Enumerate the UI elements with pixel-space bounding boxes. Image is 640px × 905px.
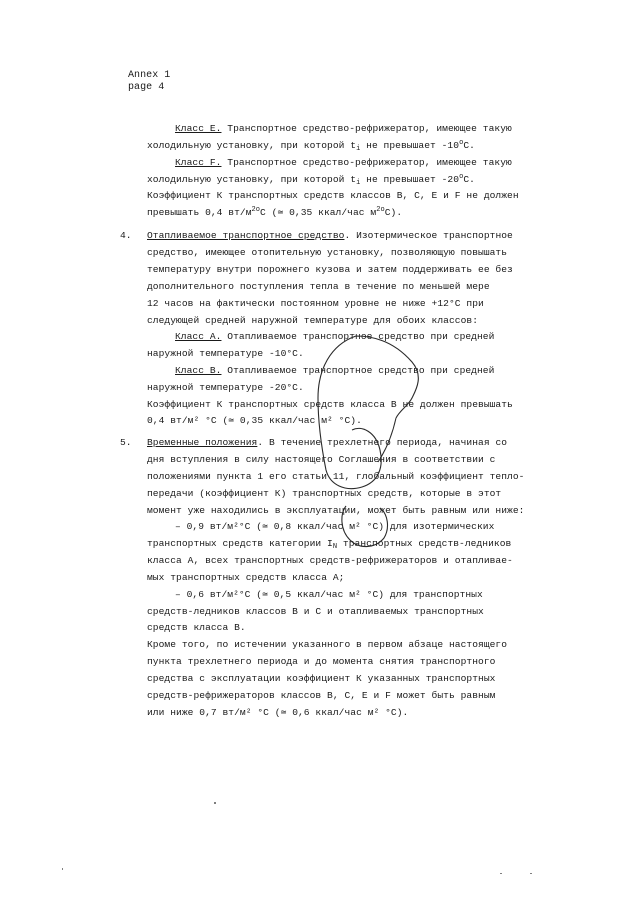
item5-bullet2-line3: средств класса B. — [147, 622, 246, 633]
class-e-title: Класс E. — [175, 123, 222, 134]
class-e-line1 — [175, 123, 512, 135]
item5-bullet2-line2: средств-ледников классов B и C и отапливаемых транспортных — [147, 606, 484, 617]
item5-closing-line2: пункта трехлетнего периода и до момента снятия транспортного — [147, 656, 496, 667]
item4-title: Отапливаемое транспортное средство — [147, 230, 345, 241]
class-e-sub: i — [356, 145, 361, 153]
class-f-text1: Транспортное средство-рефрижератор, имеющее такую — [227, 157, 512, 168]
item4-line3: дополнительного поступления тепла в течение по меньшей мере — [147, 281, 490, 292]
item4-class-b-text: Отапливаемое транспортное средство при средней — [227, 365, 495, 376]
item5-bullet1-text2b: транспортных средств-ледников — [337, 538, 512, 549]
class-f-line1 — [175, 157, 512, 169]
item4-class-b-line1 — [175, 365, 494, 377]
item4-line0 — [147, 230, 513, 242]
class-f-sub: i — [356, 179, 361, 187]
item4-line4: 12 часов на фактически постоянном уровне не ниже +12°C при — [147, 298, 484, 309]
coef1-text2c: C). — [384, 207, 403, 218]
class-f-text2a: холодильную установку, при которой t — [147, 174, 357, 185]
item5-bullet1-line4: мых транспортных средств класса A; — [147, 572, 345, 583]
scan-speck — [530, 873, 532, 874]
scan-speck — [62, 868, 63, 870]
class-e-text2c: C. — [463, 140, 475, 151]
class-e-text2a: холодильную установку, при которой t — [147, 140, 357, 151]
item4-coef-line1: Коэффициент К транспортных средств класса B не должен превышать — [147, 399, 513, 410]
class-f-title: Класс F. — [175, 157, 222, 168]
item4-class-b-title: Класс B. — [175, 365, 222, 376]
item4-class-a-text: Отапливаемое транспортное средство при средней — [227, 331, 495, 342]
class-f-line2 — [147, 174, 475, 187]
coef1-sup: 2o — [251, 206, 261, 214]
class-f-sup: o — [459, 173, 464, 181]
item4-class-a-line1 — [175, 331, 494, 343]
annex-label: Annex 1 — [128, 70, 171, 81]
item5-line1: дня вступления в силу настоящего Соглашения в соответствии с — [147, 454, 496, 465]
item5-bullet1-line3: класса A, всех транспортных средств-рефрижераторов и отапливае- — [147, 555, 513, 566]
item4-number: 4. — [120, 230, 132, 241]
item5-line0-rest: . В течение трехлетнего периода, начиная со — [257, 437, 508, 448]
item5-bullet1-sub: N — [332, 543, 338, 551]
scan-speck — [500, 873, 502, 874]
item4-class-b-line2: наружной температуре -20°C. — [147, 382, 304, 393]
item5-bullet1-line2 — [147, 538, 511, 551]
class-f-text2c: C. — [463, 174, 475, 185]
class-f-text2b: не превышает -20 — [360, 174, 460, 185]
item5-closing-line1: Кроме того, по истечении указанного в первом абзаце настоящего — [147, 639, 508, 650]
item4-line5: следующей средней наружной температуре для обоих классов: — [147, 315, 479, 326]
item4-coef-line2: 0,4 вт/м² °C (≃ 0,35 ккал/час м² °C). — [147, 415, 362, 426]
item5-title: Временные положения — [147, 437, 258, 448]
coef1-sup2: 2o — [376, 206, 385, 214]
item4-class-a-title: Класс A. — [175, 331, 222, 342]
class-e-text2b: не превышает -10 — [360, 140, 460, 151]
scan-speck — [214, 802, 216, 804]
item5-line2: положениями пункта 1 его статьи 11, глобальный коэффициент тепло- — [147, 471, 525, 482]
item5-line4: момент уже находились в эксплуатации, может быть равным или ниже: — [147, 505, 525, 516]
coef1-line2 — [147, 207, 402, 220]
item4-line2: температуру внутри порожнего кузова и затем поддерживать ее без — [147, 264, 513, 275]
item5-line0 — [147, 437, 507, 449]
class-e-sup: o — [459, 139, 464, 147]
item5-closing-line3: средства с эксплуатации коэффициент К указанных транспортных — [147, 673, 496, 684]
item5-bullet1-line1: – 0,9 вт/м²°C (≃ 0,8 ккал/час м² °C) для изотермических — [175, 521, 495, 532]
item5-bullet1-text2a: транспортных средств категории I — [147, 538, 333, 549]
coef1-text2b: C (≃ 0,35 ккал/час м — [260, 207, 377, 218]
item4-line0-rest: . Изотермическое транспортное — [344, 230, 513, 241]
class-e-text1: Транспортное средство-рефрижератор, имеющее такую — [227, 123, 512, 134]
coef1-text2a: превышать 0,4 вт/м — [147, 207, 252, 218]
item5-closing-line4: средств-рефрижераторов классов B, C, E и F может быть равным — [147, 690, 496, 701]
item5-number: 5. — [120, 437, 132, 448]
coef1-line1: Коэффициент К транспортных средств классов B, C, E и F не должен — [147, 190, 519, 201]
item4-line1: средство, имеющее отопительную установку, позволяющую повышать — [147, 247, 508, 258]
class-e-line2 — [147, 140, 475, 153]
item4-class-a-line2: наружной температуре -10°C. — [147, 348, 304, 359]
page-label: page 4 — [128, 82, 165, 93]
item5-bullet2-line1: – 0,6 вт/м²°C (≃ 0,5 ккал/час м² °C) для транспортных — [175, 589, 483, 600]
item5-closing-line5: или ниже 0,7 вт/м² °C (≃ 0,6 ккал/час м² °C). — [147, 707, 409, 718]
item5-line3: передачи (коэффициент К) транспортных средств, которые в этот — [147, 488, 502, 499]
